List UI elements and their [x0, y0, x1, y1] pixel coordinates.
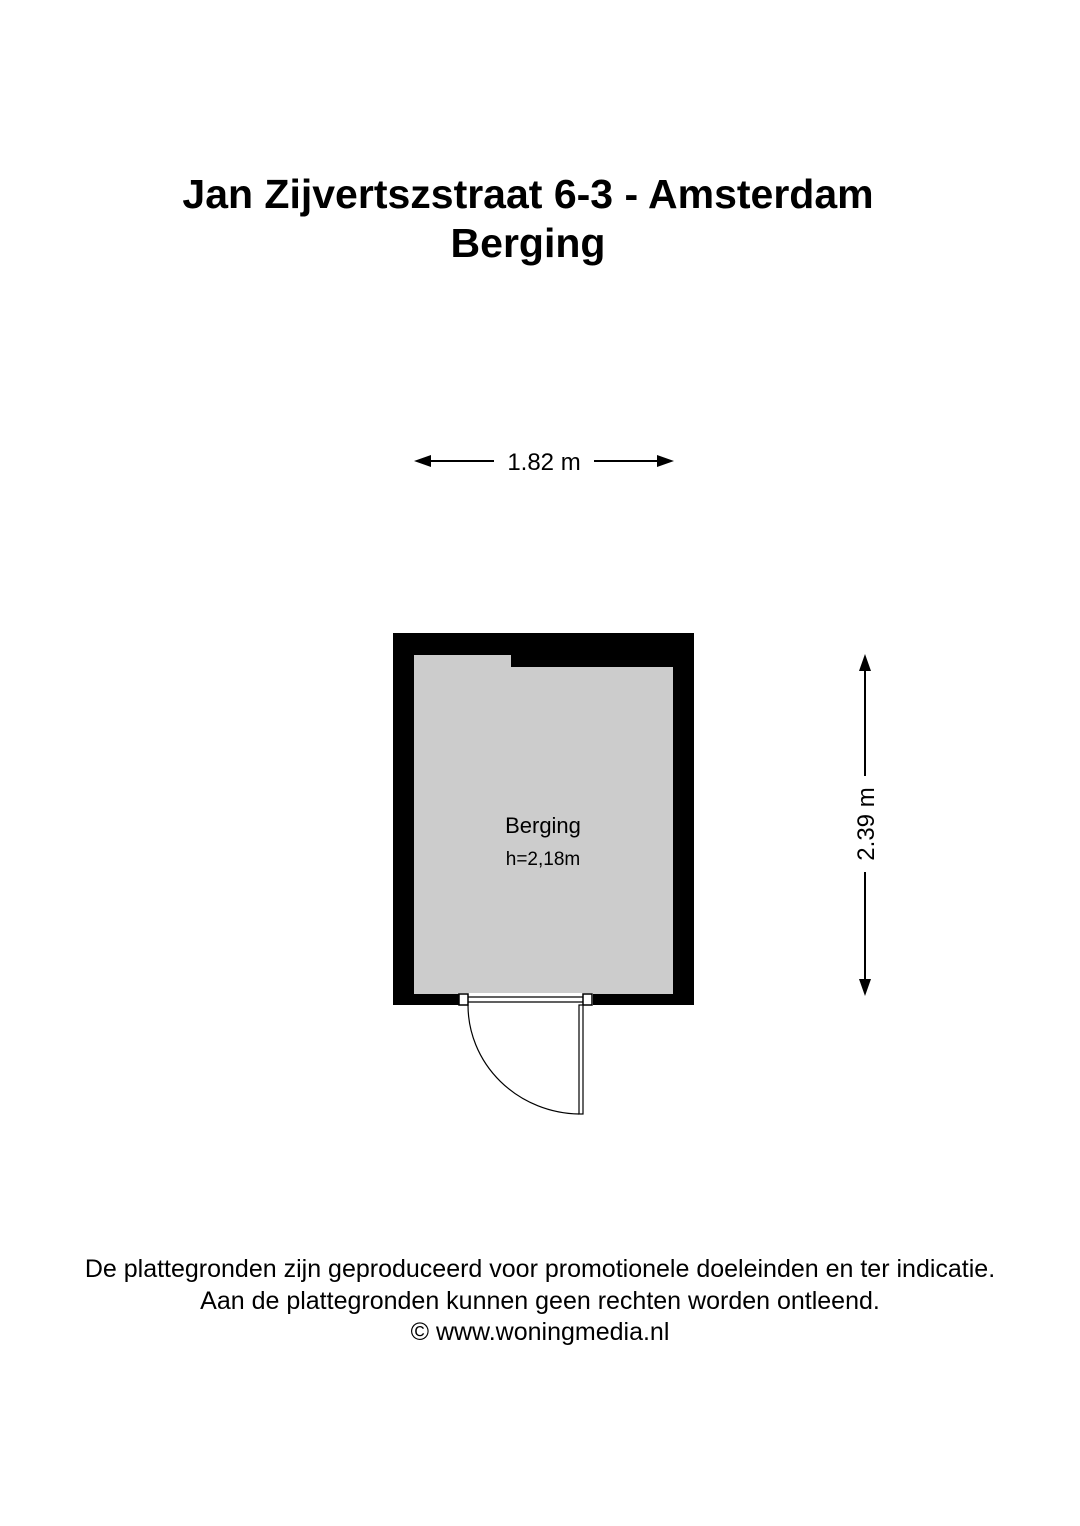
door-frame-right: [583, 994, 592, 1005]
door-swing-arc: [468, 1005, 579, 1114]
height-dimension: [853, 654, 880, 996]
door-leaf: [579, 1005, 583, 1114]
width-dimension: [414, 449, 674, 476]
disclaimer-line-2: Aan de plattegronden kunnen geen rechten worden ontleend.: [200, 1287, 880, 1315]
door: [459, 993, 593, 1114]
arrow-left-icon: [414, 455, 431, 467]
disclaimer-line-1: De plattegronden zijn geproduceerd voor promotionele doeleinden en ter indicatie.: [84, 1255, 996, 1283]
door-frame-left: [459, 994, 468, 1005]
room-name: Berging: [505, 813, 581, 838]
arrow-down-icon: [859, 979, 871, 996]
copyright-line: © www.woningmedia.nl: [410, 1318, 670, 1346]
arrow-right-icon: [657, 455, 674, 467]
height-dimension-label: 2.39 m: [853, 787, 880, 861]
door-opening: [459, 993, 593, 1006]
plan-title: Jan Zijvertszstraat 6-3 - Amsterdam: [182, 171, 874, 217]
width-dimension-label: 1.82 m: [507, 449, 581, 476]
arrow-up-icon: [859, 654, 871, 671]
room-ceiling-height: h=2,18m: [505, 849, 581, 870]
plan-subtitle: Berging: [450, 220, 606, 266]
